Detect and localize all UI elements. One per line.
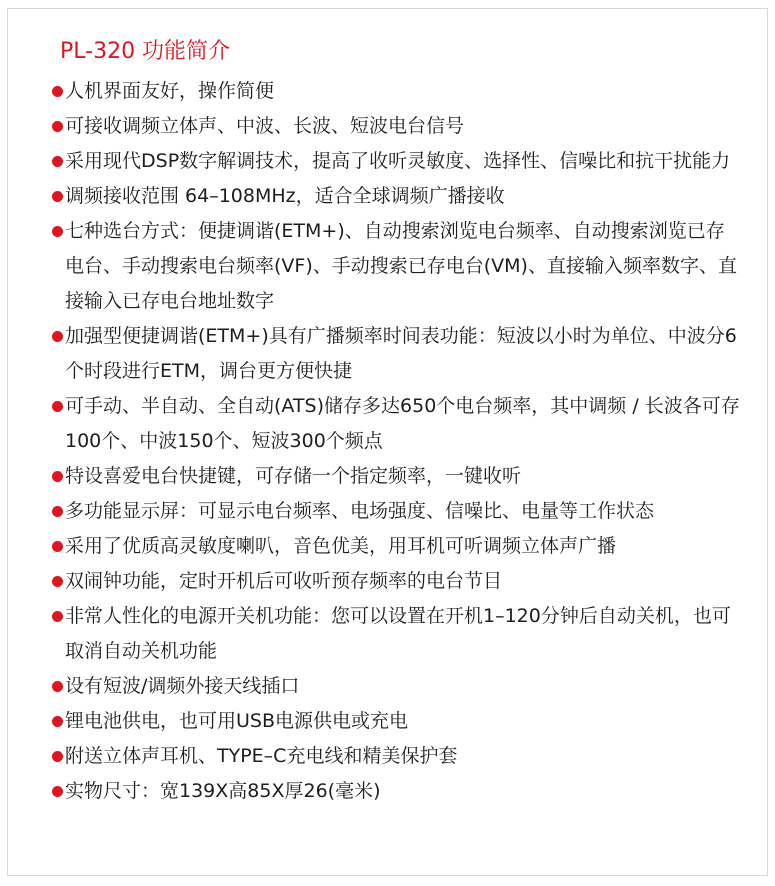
feature-item <box>52 529 742 564</box>
feature-text: 非常人性化的电源开关机功能：您可以设置在开机1–120分钟后自动关机，也可取消自动关机功能 <box>65 605 731 662</box>
bullet-dot-icon <box>52 506 63 517</box>
bullet-dot-icon <box>52 121 63 132</box>
feature-text: 调频接收范围 64–108MHz，适合全球调频广播接收 <box>65 185 505 207</box>
feature-item <box>52 459 742 494</box>
feature-item <box>52 389 742 459</box>
feature-text: 七种选台方式：便捷调谐(ETM+)、自动搜索浏览电台频率、自动搜索浏览已存电台、手动搜索电台频率(VF)、手动搜索已存电台(VM)、直接输入频率数字、直接输入已存电台地址数字 <box>65 220 737 312</box>
feature-text: 附送立体声耳机、TYPE–C充电线和精美保护套 <box>65 745 458 767</box>
feature-item <box>52 739 742 774</box>
feature-item <box>52 599 742 669</box>
feature-text: 特设喜爱电台快捷键，可存储一个指定频率，一键收听 <box>65 465 522 487</box>
feature-text: 实物尺寸：宽139X高85X厚26(毫米) <box>65 780 381 802</box>
feature-item <box>52 494 742 529</box>
feature-item <box>52 774 742 809</box>
feature-text: 锂电池供电，也可用USB电源供电或充电 <box>65 710 409 732</box>
bullet-dot-icon <box>52 541 63 552</box>
feature-text: 可手动、半自动、全自动(ATS)储存多达650个电台频率，其中调频 / 长波各可存100个、中波150个、短波300个频点 <box>65 395 740 452</box>
bullet-dot-icon <box>52 611 63 622</box>
feature-item <box>52 669 742 704</box>
feature-text: 人机界面友好，操作简便 <box>65 80 275 102</box>
bullet-dot-icon <box>52 401 63 412</box>
feature-text: 多功能显示屏：可显示电台频率、电场强度、信噪比、电量等工作状态 <box>65 500 655 522</box>
bullet-dot-icon <box>52 751 63 762</box>
page-title: PL-320 功能简介 <box>60 39 231 64</box>
feature-text: 可接收调频立体声、中波、长波、短波电台信号 <box>65 115 465 137</box>
feature-item <box>52 179 742 214</box>
bullet-dot-icon <box>52 681 63 692</box>
feature-text: 设有短波/调频外接天线插口 <box>65 675 300 697</box>
feature-list <box>52 74 742 809</box>
bullet-dot-icon <box>52 576 63 587</box>
feature-text: 采用现代DSP数字解调技术，提高了收听灵敏度、选择性、信噪比和抗干扰能力 <box>65 150 731 172</box>
bullet-dot-icon <box>52 86 63 97</box>
bullet-dot-icon <box>52 331 63 342</box>
feature-item <box>52 144 742 179</box>
feature-item <box>52 74 742 109</box>
feature-text: 加强型便捷调谐(ETM+)具有广播频率时间表功能：短波以小时为单位、中波分6个时段进行ETM，调台更方便快捷 <box>65 325 737 382</box>
feature-item <box>52 214 742 319</box>
bullet-dot-icon <box>52 156 63 167</box>
feature-text: 双闹钟功能，定时开机后可收听预存频率的电台节目 <box>65 570 503 592</box>
feature-item <box>52 109 742 144</box>
bullet-dot-icon <box>52 786 63 797</box>
bullet-dot-icon <box>52 191 63 202</box>
feature-item <box>52 319 742 389</box>
bullet-dot-icon <box>52 471 63 482</box>
bullet-dot-icon <box>52 716 63 727</box>
bullet-dot-icon <box>52 226 63 237</box>
feature-text: 采用了优质高灵敏度喇叭，音色优美，用耳机可听调频立体声广播 <box>65 535 617 557</box>
feature-item <box>52 704 742 739</box>
feature-item <box>52 564 742 599</box>
